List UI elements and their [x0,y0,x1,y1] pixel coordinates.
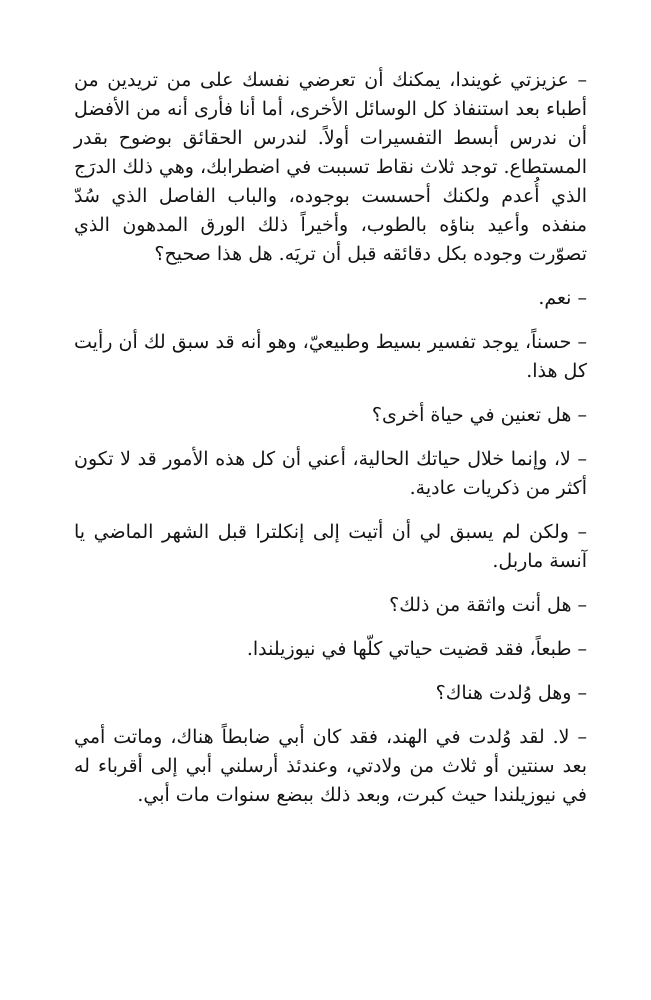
paragraph-5: – لا، وإنما خلال حياتك الحالية، أعني أن كل هذه الأمور قد لا تكون أكثر من ذكريات عادية. [74,448,587,499]
paragraph-6: – ولكن لم يسبق لي أن أتيت إلى إنكلترا قبل الشهر الماضي يا آنسة ماربل. [74,521,587,572]
paragraph-9: – وهل وُلدت هناك؟ [435,682,587,704]
paragraph-1: – عزيزتي غويندا، يمكنك أن تعرضي نفسك على من تريدين من أطباء بعد استنفاذ كل الوسائل الأخرى، أما أنا فأرى أنه من الأفضل أن ندرس أبسط التفسيرات أولاً. لندرس الحقائق بوضوح بقدر المستطاع. توجد ثلاث نقاط تسببت في اضطرابك، وهي ذلك الدرَج الذي أُعدم ولكنك أحسست بوجوده، والباب الفاصل الذي سُدّ منفذه وأعيد بناؤه بالطوب، وأخيراً ذلك الورق المدهون الذي تصوّرت وجوده بكل دقائقه قبل أن تريَه. هل هذا صحيح؟ [74,69,587,265]
paragraph-10: – لا. لقد وُلدت في الهند، فقد كان أبي ضابطاً هناك، وماتت أمي بعد سنتين أو ثلاث من ولادتي، وعندئذ أرسلني أبي إلى أقرباء له في نيوزيلندا حيث كبرت، وبعد ذلك ببضع سنوات مات أبي. [74,726,587,806]
paragraph-8: – طبعاً، فقد قضيت حياتي كلّها في نيوزيلندا. [246,638,587,660]
paragraph-3: – حسناً، يوجد تفسير بسيط وطبيعيّ، وهو أنه قد سبق لك أن رأيت كل هذا. [74,331,587,382]
paragraph-4: – هل تعنين في حياة أخرى؟ [371,404,587,426]
text-column [74,66,587,810]
paragraph-2: – نعم. [538,287,587,309]
paragraph-7: – هل أنت واثقة من ذلك؟ [389,594,587,616]
